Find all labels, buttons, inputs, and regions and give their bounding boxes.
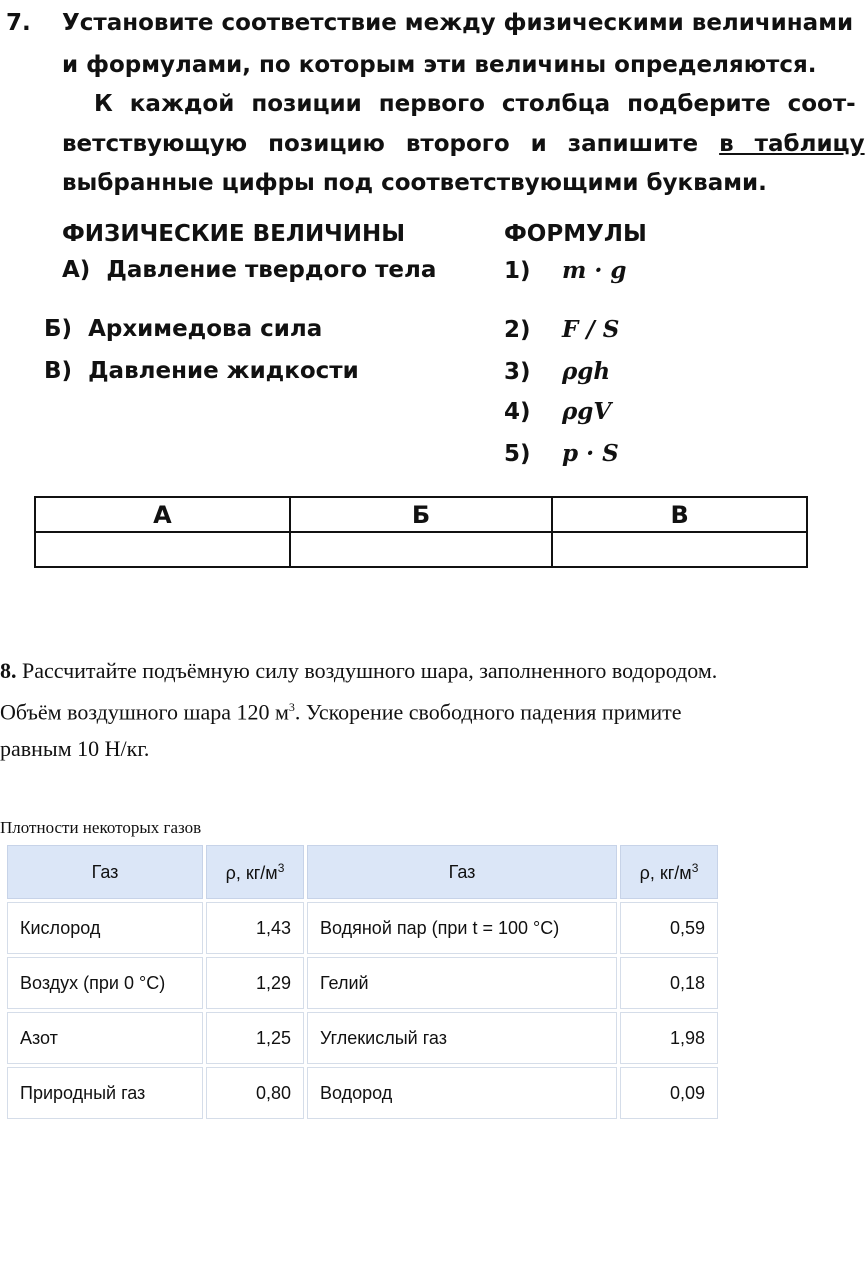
quantity-a-text: Давление твердого тела (106, 257, 437, 283)
header-gas-2: Газ (307, 845, 617, 899)
gas-table-caption: Плотности некоторых газов (0, 818, 202, 837)
formula-5-expression: p · S (562, 440, 619, 467)
task-8-line-3: равным 10 Н/кг. (0, 736, 150, 762)
gas-density: 1,25 (206, 1012, 304, 1064)
answer-table-input-row (35, 532, 807, 567)
answer-cell-v[interactable] (552, 532, 807, 567)
task-8-text-2: Объём воздушного шара 120 м (0, 699, 289, 725)
gas-density-table (4, 842, 721, 1122)
gas-name: Природный газ (7, 1067, 203, 1119)
gas-name: Азот (7, 1012, 203, 1064)
task-7-line-5: выбранные цифры под соответствующими буквами. (62, 170, 767, 196)
gas-density: 0,80 (206, 1067, 304, 1119)
formulas-header: ФОРМУЛЫ (504, 221, 647, 247)
task-7-line-3: К каждой позиции первого столбца подберите соот- (94, 91, 856, 117)
task-7 (0, 0, 865, 580)
gas-density: 1,43 (206, 902, 304, 954)
table-row (7, 902, 718, 954)
task-8-line-1 (0, 652, 816, 689)
gas-density: 1,98 (620, 1012, 718, 1064)
quantity-b-letter: Б) (44, 316, 73, 342)
formula-3-number: 3) (504, 359, 531, 385)
task-8-text-1: Рассчитайте подъёмную силу воздушного шара, заполненного водородом. (22, 658, 718, 683)
task-8-text-2-end: . Ускорение свободного падения примите (294, 699, 682, 725)
table-row (7, 1067, 718, 1119)
gas-table-header-row (7, 845, 718, 899)
answer-header-a: А (35, 497, 290, 532)
answer-cell-b[interactable] (290, 532, 552, 567)
quantity-v (44, 358, 359, 384)
formula-1 (504, 257, 626, 284)
task-8-line-2 (0, 689, 816, 730)
task-8 (0, 652, 816, 767)
quantity-v-text: Давление жидкости (88, 358, 359, 384)
formula-5 (504, 440, 619, 467)
gas-name: Углекислый газ (307, 1012, 617, 1064)
answer-header-v: В (552, 497, 807, 532)
quantity-b (44, 316, 322, 342)
gas-density: 0,09 (620, 1067, 718, 1119)
formula-1-number: 1) (504, 258, 531, 284)
header-density-1-exponent: 3 (277, 860, 285, 875)
quantities-header: ФИЗИЧЕСКИЕ ВЕЛИЧИНЫ (62, 221, 406, 247)
formula-3-expression: ρgh (562, 358, 611, 385)
formula-3 (504, 358, 610, 385)
header-density-2-exponent: 3 (691, 860, 699, 875)
formula-2 (504, 316, 619, 343)
header-density-2 (620, 845, 718, 899)
formula-4 (504, 398, 611, 425)
gas-density: 0,59 (620, 902, 718, 954)
formula-4-number: 4) (504, 399, 531, 425)
task-8-number: 8. (0, 658, 17, 683)
task-7-line-1: Установите соответствие между физическими величинами (62, 10, 854, 36)
table-row (7, 1012, 718, 1064)
task-7-line-2: и формулами, по которым эти величины определяются. (62, 52, 817, 78)
header-gas-1: Газ (7, 845, 203, 899)
formula-5-number: 5) (504, 441, 531, 467)
gas-name: Воздух (при 0 °С) (7, 957, 203, 1009)
task-7-line-4-text: ветствующую позицию второго и запишите (62, 131, 699, 157)
answer-header-b: Б (290, 497, 552, 532)
gas-name: Кислород (7, 902, 203, 954)
quantity-v-letter: В) (44, 358, 73, 384)
formula-2-expression: F / S (562, 316, 620, 343)
quantity-b-text: Архимедова сила (88, 316, 323, 342)
gas-name: Гелий (307, 957, 617, 1009)
gas-name: Водород (307, 1067, 617, 1119)
gas-density: 0,18 (620, 957, 718, 1009)
table-row (7, 957, 718, 1009)
formula-2-number: 2) (504, 317, 531, 343)
header-density-1-label: ρ, кг/м (225, 862, 278, 883)
task-7-line-4 (62, 131, 865, 157)
task-7-number: 7. (6, 10, 31, 36)
gas-density: 1,29 (206, 957, 304, 1009)
formula-4-expression: ρgV (562, 398, 612, 425)
answer-table (34, 496, 808, 568)
header-density-2-label: ρ, кг/м (639, 862, 692, 883)
answer-table-header-row (35, 497, 807, 532)
task-8-volume-exponent: 3 (288, 700, 295, 714)
quantity-a (62, 257, 436, 283)
task-7-line-4-underlined: в таблицу (719, 131, 865, 157)
formula-1-expression: m · g (562, 257, 627, 284)
header-density-1 (206, 845, 304, 899)
answer-cell-a[interactable] (35, 532, 290, 567)
gas-name: Водяной пар (при t = 100 °С) (307, 902, 617, 954)
quantity-a-letter: А) (62, 257, 91, 283)
